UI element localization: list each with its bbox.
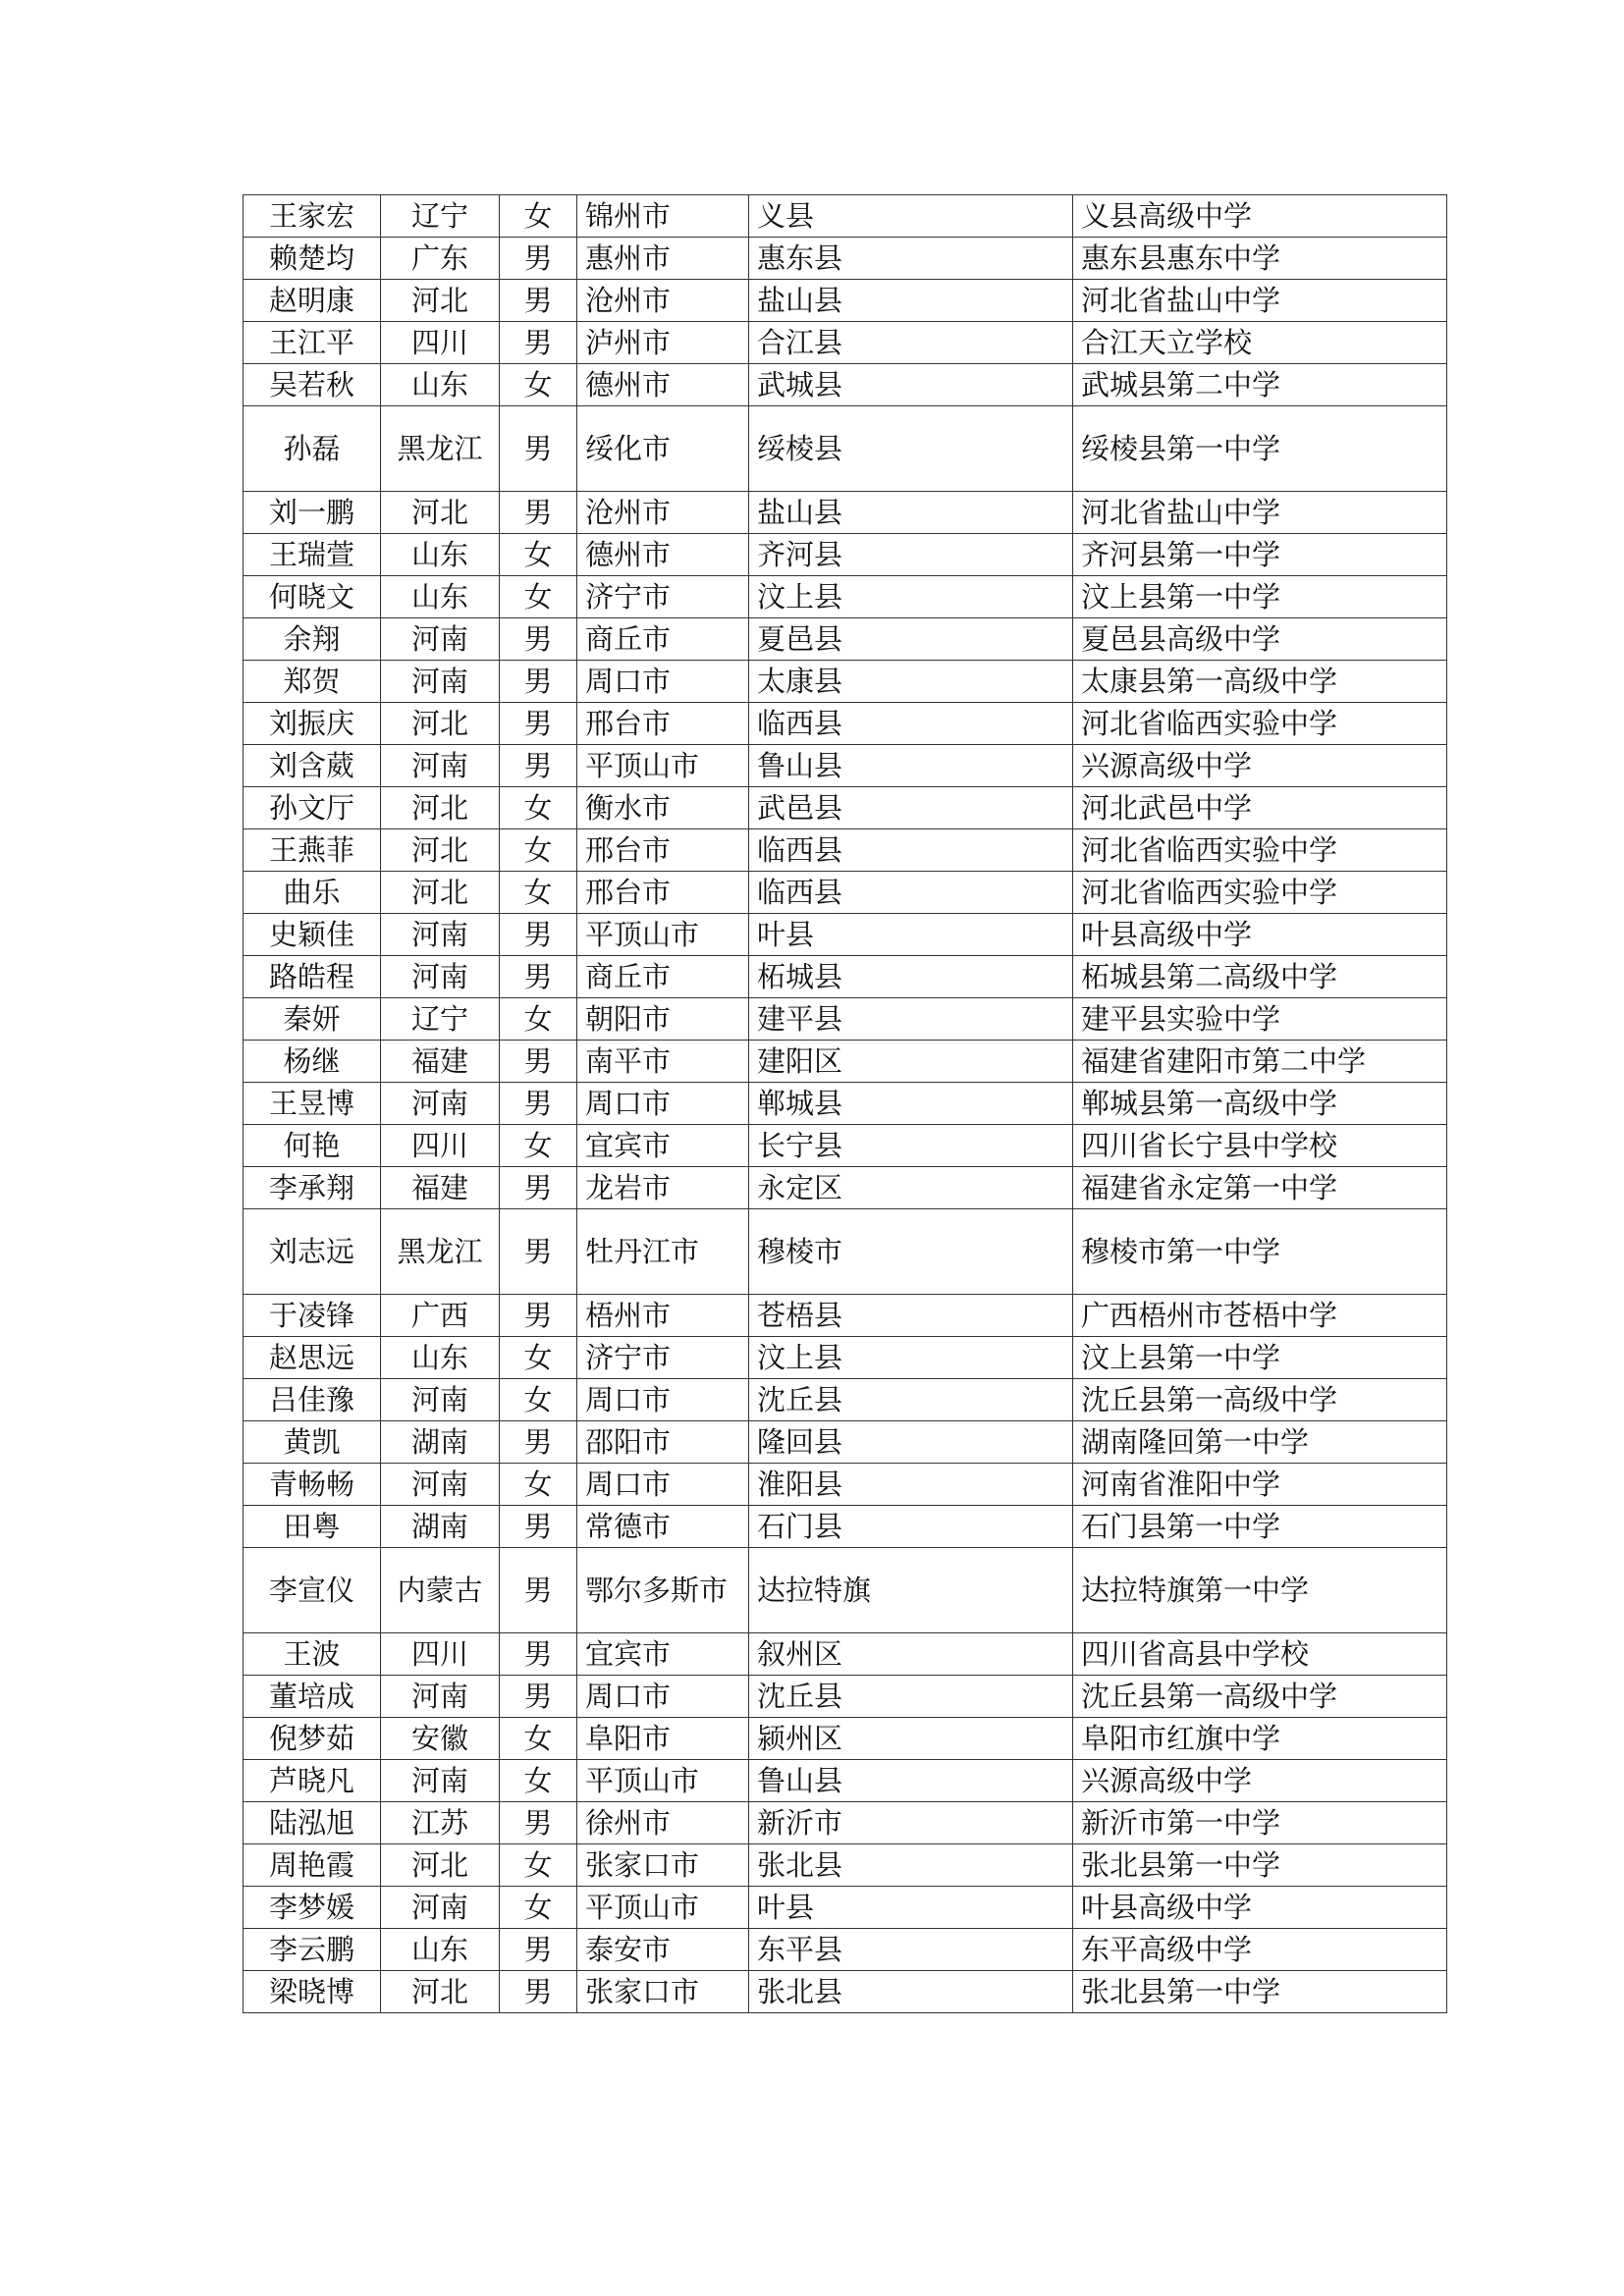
school-cell: 广西梧州市苍梧中学 <box>1073 1295 1447 1337</box>
student-name-cell: 赵明康 <box>244 280 381 322</box>
student-name-cell: 周艳霞 <box>244 1844 381 1887</box>
student-name-cell: 赖楚均 <box>244 238 381 280</box>
county-cell: 汶上县 <box>749 1337 1073 1379</box>
county-cell: 颍州区 <box>749 1718 1073 1760</box>
table-row <box>244 1760 1447 1802</box>
student-name-cell: 梁晓博 <box>244 1971 381 2013</box>
county-cell: 张北县 <box>749 1844 1073 1887</box>
county-cell: 张北县 <box>749 1971 1073 2013</box>
student-name-cell: 刘志远 <box>244 1209 381 1295</box>
county-cell: 武城县 <box>749 364 1073 406</box>
city-cell: 徐州市 <box>577 1802 749 1844</box>
gender-cell: 男 <box>500 1041 577 1083</box>
school-cell: 建平县实验中学 <box>1073 998 1447 1041</box>
roster-body <box>244 195 1447 2013</box>
table-row <box>244 406 1447 492</box>
student-name-cell: 董培成 <box>244 1676 381 1718</box>
school-cell: 河北省盐山中学 <box>1073 280 1447 322</box>
gender-cell: 女 <box>500 364 577 406</box>
table-row <box>244 1506 1447 1548</box>
gender-cell: 女 <box>500 1379 577 1421</box>
city-cell: 南平市 <box>577 1041 749 1083</box>
city-cell: 惠州市 <box>577 238 749 280</box>
county-cell: 汶上县 <box>749 576 1073 618</box>
table-row <box>244 1421 1447 1464</box>
table-row <box>244 280 1447 322</box>
table-row <box>244 195 1447 238</box>
county-cell: 长宁县 <box>749 1125 1073 1167</box>
province-cell: 河北 <box>381 280 500 322</box>
gender-cell: 男 <box>500 745 577 787</box>
student-name-cell: 陆泓旭 <box>244 1802 381 1844</box>
province-cell: 山东 <box>381 1337 500 1379</box>
gender-cell: 男 <box>500 914 577 956</box>
province-cell: 河北 <box>381 787 500 829</box>
table-row <box>244 872 1447 914</box>
student-name-cell: 李云鹏 <box>244 1929 381 1971</box>
province-cell: 河南 <box>381 1760 500 1802</box>
table-row <box>244 576 1447 618</box>
student-name-cell: 李梦媛 <box>244 1887 381 1929</box>
county-cell: 建平县 <box>749 998 1073 1041</box>
table-row <box>244 1971 1447 2013</box>
county-cell: 叙州区 <box>749 1633 1073 1676</box>
gender-cell: 男 <box>500 1929 577 1971</box>
table-row <box>244 1929 1447 1971</box>
school-cell: 福建省建阳市第二中学 <box>1073 1041 1447 1083</box>
school-cell: 汶上县第一中学 <box>1073 1337 1447 1379</box>
gender-cell: 男 <box>500 1167 577 1209</box>
county-cell: 建阳区 <box>749 1041 1073 1083</box>
gender-cell: 女 <box>500 1125 577 1167</box>
school-cell: 福建省永定第一中学 <box>1073 1167 1447 1209</box>
student-name-cell: 秦妍 <box>244 998 381 1041</box>
school-cell: 河北省盐山中学 <box>1073 492 1447 534</box>
city-cell: 周口市 <box>577 1464 749 1506</box>
school-cell: 达拉特旗第一中学 <box>1073 1548 1447 1633</box>
table-row <box>244 1295 1447 1337</box>
student-name-cell: 王家宏 <box>244 195 381 238</box>
county-cell: 东平县 <box>749 1929 1073 1971</box>
province-cell: 河北 <box>381 703 500 745</box>
table-row <box>244 745 1447 787</box>
table-row <box>244 618 1447 661</box>
gender-cell: 女 <box>500 1464 577 1506</box>
gender-cell: 男 <box>500 406 577 492</box>
student-name-cell: 王江平 <box>244 322 381 364</box>
province-cell: 河南 <box>381 956 500 998</box>
city-cell: 周口市 <box>577 1379 749 1421</box>
student-name-cell: 曲乐 <box>244 872 381 914</box>
province-cell: 河南 <box>381 618 500 661</box>
city-cell: 平顶山市 <box>577 1887 749 1929</box>
table-row <box>244 1548 1447 1633</box>
table-row <box>244 1337 1447 1379</box>
gender-cell: 女 <box>500 829 577 872</box>
county-cell: 惠东县 <box>749 238 1073 280</box>
school-cell: 叶县高级中学 <box>1073 914 1447 956</box>
province-cell: 内蒙古 <box>381 1548 500 1633</box>
gender-cell: 女 <box>500 576 577 618</box>
student-name-cell: 赵思远 <box>244 1337 381 1379</box>
gender-cell: 男 <box>500 1548 577 1633</box>
city-cell: 泸州市 <box>577 322 749 364</box>
city-cell: 平顶山市 <box>577 1760 749 1802</box>
table-row <box>244 829 1447 872</box>
city-cell: 鄂尔多斯市 <box>577 1548 749 1633</box>
school-cell: 叶县高级中学 <box>1073 1887 1447 1929</box>
gender-cell: 男 <box>500 280 577 322</box>
gender-cell: 女 <box>500 1718 577 1760</box>
gender-cell: 男 <box>500 1295 577 1337</box>
county-cell: 夏邑县 <box>749 618 1073 661</box>
province-cell: 山东 <box>381 576 500 618</box>
table-row <box>244 1209 1447 1295</box>
province-cell: 河北 <box>381 829 500 872</box>
school-cell: 穆棱市第一中学 <box>1073 1209 1447 1295</box>
province-cell: 河北 <box>381 872 500 914</box>
table-row <box>244 661 1447 703</box>
city-cell: 龙岩市 <box>577 1167 749 1209</box>
school-cell: 郸城县第一高级中学 <box>1073 1083 1447 1125</box>
gender-cell: 男 <box>500 492 577 534</box>
school-cell: 新沂市第一中学 <box>1073 1802 1447 1844</box>
table-row <box>244 1041 1447 1083</box>
student-name-cell: 黄凯 <box>244 1421 381 1464</box>
table-row <box>244 1844 1447 1887</box>
table-row <box>244 534 1447 576</box>
county-cell: 达拉特旗 <box>749 1548 1073 1633</box>
school-cell: 兴源高级中学 <box>1073 745 1447 787</box>
province-cell: 湖南 <box>381 1506 500 1548</box>
city-cell: 常德市 <box>577 1506 749 1548</box>
province-cell: 河北 <box>381 492 500 534</box>
school-cell: 湖南隆回第一中学 <box>1073 1421 1447 1464</box>
city-cell: 邢台市 <box>577 872 749 914</box>
table-row <box>244 914 1447 956</box>
province-cell: 河南 <box>381 745 500 787</box>
table-row <box>244 1802 1447 1844</box>
city-cell: 周口市 <box>577 1676 749 1718</box>
student-name-cell: 青畅畅 <box>244 1464 381 1506</box>
county-cell: 隆回县 <box>749 1421 1073 1464</box>
county-cell: 沈丘县 <box>749 1379 1073 1421</box>
gender-cell: 女 <box>500 998 577 1041</box>
city-cell: 平顶山市 <box>577 914 749 956</box>
city-cell: 周口市 <box>577 661 749 703</box>
gender-cell: 女 <box>500 1337 577 1379</box>
province-cell: 辽宁 <box>381 195 500 238</box>
province-cell: 四川 <box>381 322 500 364</box>
province-cell: 安徽 <box>381 1718 500 1760</box>
city-cell: 德州市 <box>577 364 749 406</box>
city-cell: 济宁市 <box>577 576 749 618</box>
county-cell: 淮阳县 <box>749 1464 1073 1506</box>
table-row <box>244 1125 1447 1167</box>
gender-cell: 男 <box>500 703 577 745</box>
table-row <box>244 1718 1447 1760</box>
city-cell: 衡水市 <box>577 787 749 829</box>
table-row <box>244 492 1447 534</box>
county-cell: 太康县 <box>749 661 1073 703</box>
county-cell: 绥棱县 <box>749 406 1073 492</box>
city-cell: 锦州市 <box>577 195 749 238</box>
county-cell: 叶县 <box>749 914 1073 956</box>
city-cell: 张家口市 <box>577 1844 749 1887</box>
school-cell: 河北省临西实验中学 <box>1073 829 1447 872</box>
student-name-cell: 李宣仪 <box>244 1548 381 1633</box>
table-row <box>244 1887 1447 1929</box>
city-cell: 邵阳市 <box>577 1421 749 1464</box>
school-cell: 沈丘县第一高级中学 <box>1073 1676 1447 1718</box>
school-cell: 惠东县惠东中学 <box>1073 238 1447 280</box>
city-cell: 济宁市 <box>577 1337 749 1379</box>
county-cell: 临西县 <box>749 829 1073 872</box>
school-cell: 四川省高县中学校 <box>1073 1633 1447 1676</box>
county-cell: 义县 <box>749 195 1073 238</box>
province-cell: 山东 <box>381 364 500 406</box>
city-cell: 沧州市 <box>577 280 749 322</box>
county-cell: 沈丘县 <box>749 1676 1073 1718</box>
county-cell: 鲁山县 <box>749 1760 1073 1802</box>
school-cell: 兴源高级中学 <box>1073 1760 1447 1802</box>
city-cell: 宜宾市 <box>577 1633 749 1676</box>
province-cell: 四川 <box>381 1633 500 1676</box>
school-cell: 夏邑县高级中学 <box>1073 618 1447 661</box>
school-cell: 绥棱县第一中学 <box>1073 406 1447 492</box>
student-name-cell: 倪梦茹 <box>244 1718 381 1760</box>
city-cell: 邢台市 <box>577 829 749 872</box>
student-name-cell: 王瑞萱 <box>244 534 381 576</box>
city-cell: 周口市 <box>577 1083 749 1125</box>
province-cell: 福建 <box>381 1041 500 1083</box>
county-cell: 郸城县 <box>749 1083 1073 1125</box>
city-cell: 朝阳市 <box>577 998 749 1041</box>
province-cell: 河北 <box>381 1971 500 2013</box>
city-cell: 绥化市 <box>577 406 749 492</box>
school-cell: 柘城县第二高级中学 <box>1073 956 1447 998</box>
student-name-cell: 刘一鹏 <box>244 492 381 534</box>
student-name-cell: 刘含葳 <box>244 745 381 787</box>
county-cell: 新沂市 <box>749 1802 1073 1844</box>
student-name-cell: 何晓文 <box>244 576 381 618</box>
table-row <box>244 364 1447 406</box>
school-cell: 义县高级中学 <box>1073 195 1447 238</box>
student-name-cell: 何艳 <box>244 1125 381 1167</box>
province-cell: 河南 <box>381 1887 500 1929</box>
county-cell: 齐河县 <box>749 534 1073 576</box>
gender-cell: 男 <box>500 322 577 364</box>
city-cell: 阜阳市 <box>577 1718 749 1760</box>
table-row <box>244 1633 1447 1676</box>
student-name-cell: 余翔 <box>244 618 381 661</box>
school-cell: 东平高级中学 <box>1073 1929 1447 1971</box>
city-cell: 商丘市 <box>577 956 749 998</box>
school-cell: 沈丘县第一高级中学 <box>1073 1379 1447 1421</box>
province-cell: 湖南 <box>381 1421 500 1464</box>
student-name-cell: 田粤 <box>244 1506 381 1548</box>
school-cell: 河北武邑中学 <box>1073 787 1447 829</box>
student-name-cell: 于凌锋 <box>244 1295 381 1337</box>
school-cell: 太康县第一高级中学 <box>1073 661 1447 703</box>
gender-cell: 女 <box>500 1887 577 1929</box>
student-name-cell: 郑贺 <box>244 661 381 703</box>
gender-cell: 女 <box>500 1760 577 1802</box>
county-cell: 临西县 <box>749 872 1073 914</box>
province-cell: 河南 <box>381 1676 500 1718</box>
school-cell: 合江天立学校 <box>1073 322 1447 364</box>
gender-cell: 男 <box>500 1676 577 1718</box>
province-cell: 江苏 <box>381 1802 500 1844</box>
city-cell: 平顶山市 <box>577 745 749 787</box>
gender-cell: 女 <box>500 1844 577 1887</box>
gender-cell: 男 <box>500 1633 577 1676</box>
student-name-cell: 王波 <box>244 1633 381 1676</box>
student-name-cell: 吕佳豫 <box>244 1379 381 1421</box>
table-row <box>244 1464 1447 1506</box>
county-cell: 石门县 <box>749 1506 1073 1548</box>
gender-cell: 男 <box>500 956 577 998</box>
province-cell: 河南 <box>381 914 500 956</box>
table-row <box>244 238 1447 280</box>
gender-cell: 男 <box>500 1209 577 1295</box>
student-name-cell: 李承翔 <box>244 1167 381 1209</box>
student-name-cell: 王燕菲 <box>244 829 381 872</box>
student-roster-table <box>243 194 1447 2013</box>
gender-cell: 男 <box>500 1506 577 1548</box>
city-cell: 梧州市 <box>577 1295 749 1337</box>
county-cell: 永定区 <box>749 1167 1073 1209</box>
gender-cell: 女 <box>500 872 577 914</box>
student-name-cell: 路皓程 <box>244 956 381 998</box>
city-cell: 宜宾市 <box>577 1125 749 1167</box>
gender-cell: 男 <box>500 1421 577 1464</box>
province-cell: 河南 <box>381 1464 500 1506</box>
gender-cell: 男 <box>500 1083 577 1125</box>
province-cell: 河南 <box>381 1379 500 1421</box>
province-cell: 河北 <box>381 1844 500 1887</box>
school-cell: 武城县第二中学 <box>1073 364 1447 406</box>
province-cell: 四川 <box>381 1125 500 1167</box>
school-cell: 张北县第一中学 <box>1073 1844 1447 1887</box>
school-cell: 汶上县第一中学 <box>1073 576 1447 618</box>
province-cell: 河南 <box>381 1083 500 1125</box>
province-cell: 河南 <box>381 661 500 703</box>
county-cell: 柘城县 <box>749 956 1073 998</box>
province-cell: 山东 <box>381 1929 500 1971</box>
city-cell: 商丘市 <box>577 618 749 661</box>
city-cell: 牡丹江市 <box>577 1209 749 1295</box>
city-cell: 德州市 <box>577 534 749 576</box>
school-cell: 齐河县第一中学 <box>1073 534 1447 576</box>
table-row <box>244 1676 1447 1718</box>
gender-cell: 男 <box>500 238 577 280</box>
school-cell: 张北县第一中学 <box>1073 1971 1447 2013</box>
student-name-cell: 芦晓凡 <box>244 1760 381 1802</box>
student-name-cell: 杨继 <box>244 1041 381 1083</box>
school-cell: 石门县第一中学 <box>1073 1506 1447 1548</box>
province-cell: 黑龙江 <box>381 406 500 492</box>
county-cell: 合江县 <box>749 322 1073 364</box>
gender-cell: 男 <box>500 618 577 661</box>
student-name-cell: 孙磊 <box>244 406 381 492</box>
province-cell: 黑龙江 <box>381 1209 500 1295</box>
student-name-cell: 孙文厅 <box>244 787 381 829</box>
city-cell: 沧州市 <box>577 492 749 534</box>
county-cell: 武邑县 <box>749 787 1073 829</box>
student-name-cell: 吴若秋 <box>244 364 381 406</box>
table-row <box>244 956 1447 998</box>
county-cell: 鲁山县 <box>749 745 1073 787</box>
table-row <box>244 787 1447 829</box>
gender-cell: 女 <box>500 195 577 238</box>
table-row <box>244 703 1447 745</box>
table-row <box>244 1167 1447 1209</box>
gender-cell: 男 <box>500 1971 577 2013</box>
gender-cell: 女 <box>500 534 577 576</box>
province-cell: 广东 <box>381 238 500 280</box>
county-cell: 盐山县 <box>749 280 1073 322</box>
school-cell: 阜阳市红旗中学 <box>1073 1718 1447 1760</box>
city-cell: 泰安市 <box>577 1929 749 1971</box>
student-name-cell: 刘振庆 <box>244 703 381 745</box>
student-name-cell: 史颖佳 <box>244 914 381 956</box>
gender-cell: 女 <box>500 787 577 829</box>
province-cell: 辽宁 <box>381 998 500 1041</box>
county-cell: 临西县 <box>749 703 1073 745</box>
gender-cell: 男 <box>500 661 577 703</box>
county-cell: 叶县 <box>749 1887 1073 1929</box>
county-cell: 穆棱市 <box>749 1209 1073 1295</box>
table-row <box>244 322 1447 364</box>
school-cell: 四川省长宁县中学校 <box>1073 1125 1447 1167</box>
city-cell: 张家口市 <box>577 1971 749 2013</box>
province-cell: 山东 <box>381 534 500 576</box>
school-cell: 河北省临西实验中学 <box>1073 872 1447 914</box>
province-cell: 广西 <box>381 1295 500 1337</box>
province-cell: 福建 <box>381 1167 500 1209</box>
city-cell: 邢台市 <box>577 703 749 745</box>
school-cell: 河南省淮阳中学 <box>1073 1464 1447 1506</box>
county-cell: 苍梧县 <box>749 1295 1073 1337</box>
table-row <box>244 998 1447 1041</box>
county-cell: 盐山县 <box>749 492 1073 534</box>
table-row <box>244 1083 1447 1125</box>
gender-cell: 男 <box>500 1802 577 1844</box>
table-row <box>244 1379 1447 1421</box>
student-name-cell: 王昱博 <box>244 1083 381 1125</box>
school-cell: 河北省临西实验中学 <box>1073 703 1447 745</box>
